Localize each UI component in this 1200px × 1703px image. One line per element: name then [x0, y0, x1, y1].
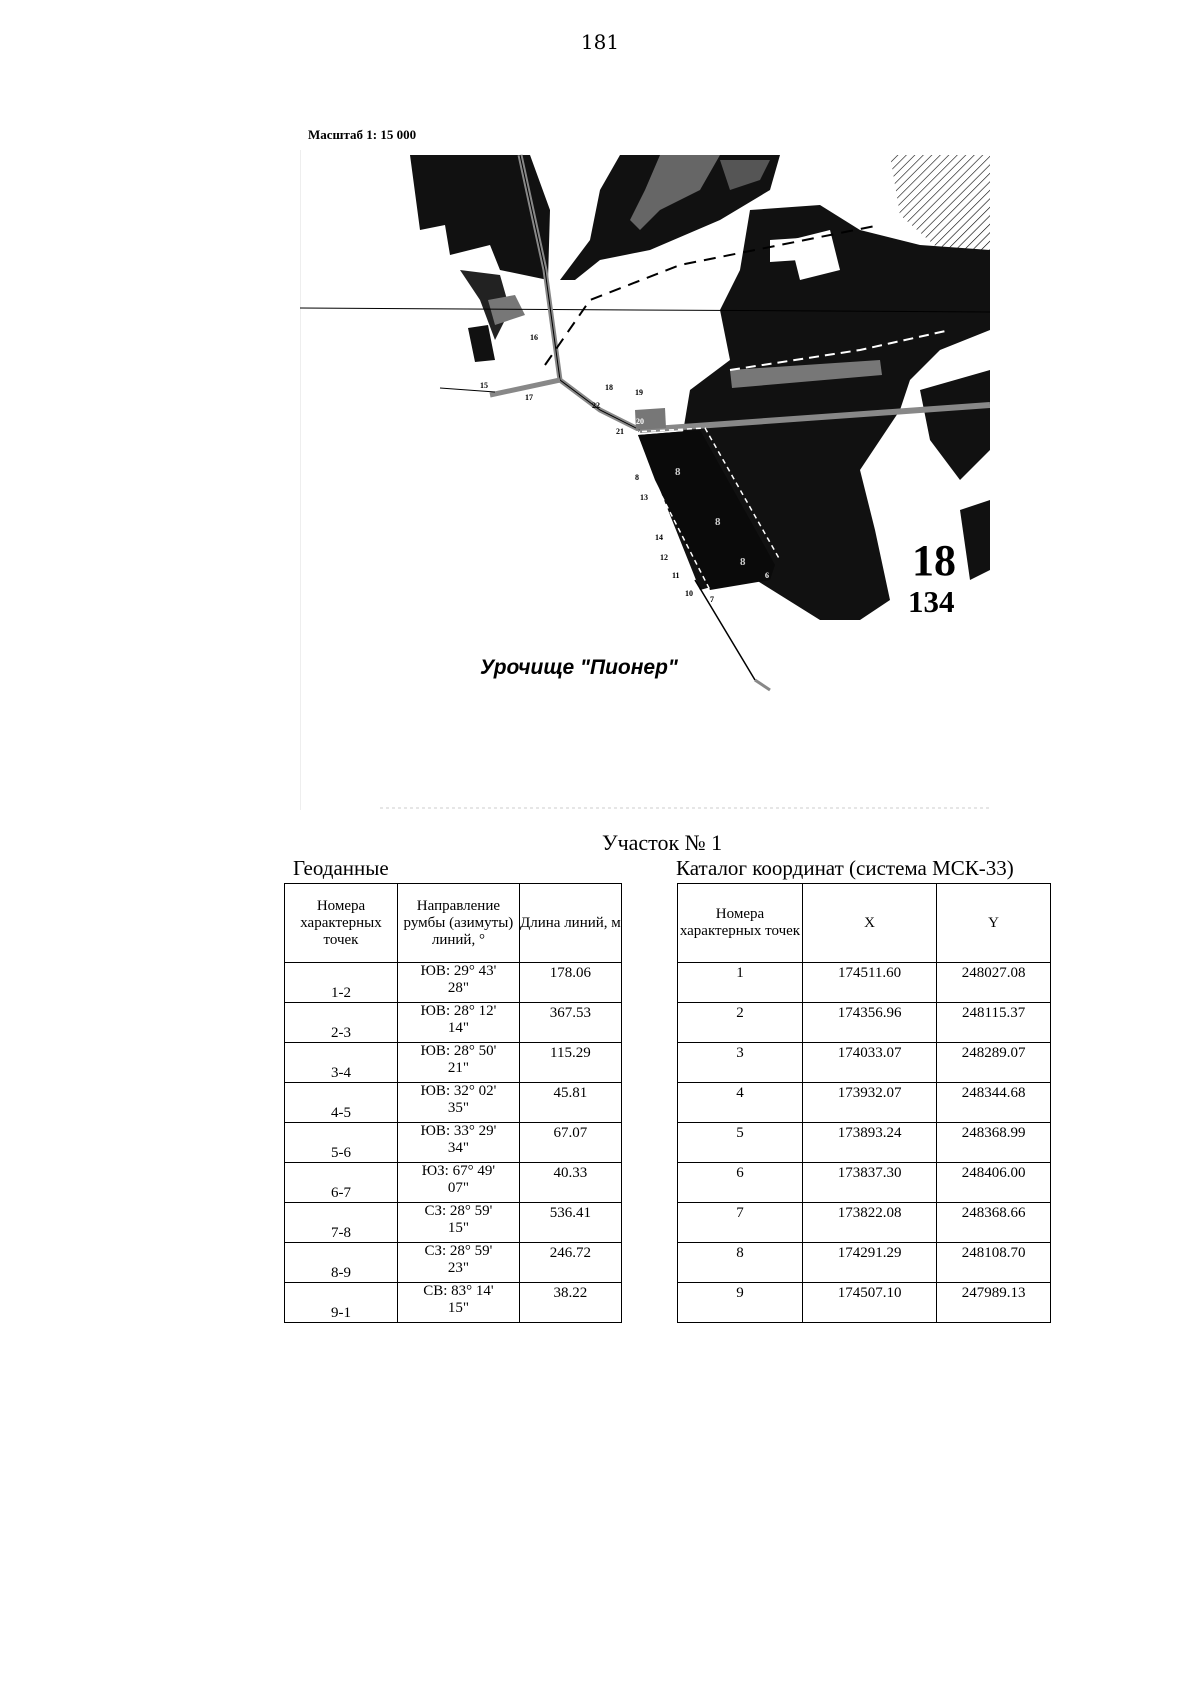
- x-cell: 173822.08: [802, 1203, 936, 1243]
- table-row: [678, 1283, 1051, 1323]
- white-block-2: [770, 238, 800, 262]
- x-cell: 174033.07: [802, 1043, 936, 1083]
- length-cell: 367.53: [519, 1003, 621, 1043]
- y-cell: 248406.00: [937, 1163, 1051, 1203]
- map-area-label: Урочище "Пионер": [480, 656, 678, 679]
- direction-cell: [398, 1203, 520, 1243]
- point-label-17: 17: [525, 393, 533, 402]
- direction-cell: [398, 963, 520, 1003]
- x-cell: 173893.24: [802, 1123, 936, 1163]
- direction-seconds: 15": [447, 1220, 469, 1236]
- table-row: [678, 1203, 1051, 1243]
- x-cell: 174356.96: [802, 1003, 936, 1043]
- parcel-mark-2: 8: [715, 516, 721, 528]
- direction-seconds: 21": [447, 1060, 469, 1076]
- y-cell: 248368.66: [937, 1203, 1051, 1243]
- y-cell: 248115.37: [937, 1003, 1051, 1043]
- direction-seconds: 23": [447, 1260, 469, 1276]
- coordinate-catalog-table: [677, 883, 1051, 1323]
- direction-degrees: ЮВ: 33° 29': [420, 1123, 497, 1139]
- point-label-7: 7: [710, 595, 714, 604]
- point-cell: 3: [678, 1043, 803, 1083]
- direction-cell: [398, 1083, 520, 1123]
- direction-cell: [398, 1163, 520, 1203]
- catalog-header-x: X: [802, 884, 936, 963]
- table-row: [678, 1123, 1051, 1163]
- map-big-number: 18: [912, 536, 956, 585]
- direction-cell: [398, 1243, 520, 1283]
- y-cell: 248289.07: [937, 1043, 1051, 1083]
- direction-seconds: 15": [447, 1300, 469, 1316]
- direction-degrees: ЮВ: 29° 43': [420, 963, 497, 979]
- y-cell: 248027.08: [937, 963, 1051, 1003]
- map-small-number: 134: [908, 584, 955, 619]
- length-cell: 67.07: [519, 1123, 621, 1163]
- point-cell: 8: [678, 1243, 803, 1283]
- table-row: [678, 1003, 1051, 1043]
- length-cell: 178.06: [519, 963, 621, 1003]
- geodata-table: [284, 883, 622, 1323]
- parcel-mark-1: 8: [675, 466, 681, 478]
- table-row: [285, 963, 622, 1003]
- segment-cell: 5-6: [285, 1123, 398, 1163]
- table-row: [285, 1123, 622, 1163]
- direction-seconds: 28": [447, 980, 469, 996]
- direction-seconds: 35": [447, 1100, 469, 1116]
- direction-seconds: 07": [447, 1180, 469, 1196]
- segment-cell: 3-4: [285, 1043, 398, 1083]
- table-row: [285, 1003, 622, 1043]
- point-label-18: 18: [605, 383, 613, 392]
- length-cell: 38.22: [519, 1283, 621, 1323]
- point-label-13: 13: [640, 493, 648, 502]
- geodata-header-direction: Направление румбы (азимуты) линий, °: [398, 884, 520, 963]
- direction-degrees: СЗ: 28° 59': [424, 1203, 493, 1219]
- direction-cell: [398, 1003, 520, 1043]
- dark-parcel-small: [468, 325, 495, 362]
- length-cell: 536.41: [519, 1203, 621, 1243]
- table-row: [285, 1083, 622, 1123]
- direction-seconds: 14": [447, 1020, 469, 1036]
- table-row: [285, 1243, 622, 1283]
- x-cell: 174507.10: [802, 1283, 936, 1323]
- point-label-8: 8: [635, 473, 639, 482]
- table-row: [678, 1163, 1051, 1203]
- point-label-12: 12: [660, 553, 668, 562]
- direction-cell: [398, 1123, 520, 1163]
- point-label-14: 14: [655, 533, 663, 542]
- length-cell: 45.81: [519, 1083, 621, 1123]
- length-cell: 115.29: [519, 1043, 621, 1083]
- catalog-header-y: Y: [937, 884, 1051, 963]
- point-cell: 5: [678, 1123, 803, 1163]
- cadastral-map: [300, 150, 990, 810]
- y-cell: 247989.13: [937, 1283, 1051, 1323]
- direction-degrees: ЮВ: 28° 50': [420, 1043, 497, 1059]
- point-label-16: 16: [530, 333, 538, 342]
- boundary-line-down: [695, 580, 755, 680]
- section-title: Участок № 1: [602, 830, 723, 855]
- point-cell: 4: [678, 1083, 803, 1123]
- geodata-header-points: Номера характерных точек: [285, 884, 398, 963]
- segment-cell: 1-2: [285, 963, 398, 1003]
- table-row: [285, 1163, 622, 1203]
- parcel-mark-3: 8: [740, 556, 746, 568]
- direction-cell: [398, 1043, 520, 1083]
- segment-cell: 7-8: [285, 1203, 398, 1243]
- table-row: [678, 963, 1051, 1003]
- point-label-20: 20: [636, 417, 644, 426]
- length-cell: 40.33: [519, 1163, 621, 1203]
- table-row: [285, 1043, 622, 1083]
- y-cell: 248108.70: [937, 1243, 1051, 1283]
- y-cell: 248344.68: [937, 1083, 1051, 1123]
- page-number: 181: [580, 30, 620, 54]
- direction-cell: [398, 1283, 520, 1323]
- table-row: [678, 1043, 1051, 1083]
- point-cell: 7: [678, 1203, 803, 1243]
- table-row: [285, 1203, 622, 1243]
- segment-cell: 8-9: [285, 1243, 398, 1283]
- dark-parcel-topleft: [410, 155, 550, 280]
- x-cell: 173932.07: [802, 1083, 936, 1123]
- map-scale-label: Масштаб 1: 15 000: [308, 127, 417, 142]
- table-row: [678, 1083, 1051, 1123]
- segment-cell: 2-3: [285, 1003, 398, 1043]
- point-label-11: 11: [672, 571, 680, 580]
- direction-degrees: ЮЗ: 67° 49': [421, 1163, 496, 1179]
- y-cell: 248368.99: [937, 1123, 1051, 1163]
- segment-cell: 9-1: [285, 1283, 398, 1323]
- direction-degrees: СВ: 83° 14': [423, 1283, 494, 1299]
- boundary-line-end: [755, 680, 770, 690]
- length-cell: 246.72: [519, 1243, 621, 1283]
- table-row: [285, 1283, 622, 1323]
- catalog-header-points: Номера характерных точек: [678, 884, 803, 963]
- dark-region-right-edge: [920, 370, 990, 480]
- catalog-caption: Каталог координат (система МСК-33): [676, 856, 1014, 880]
- geodata-header-length: Длина линий, м: [519, 884, 621, 963]
- x-cell: 174291.29: [802, 1243, 936, 1283]
- point-cell: 2: [678, 1003, 803, 1043]
- segment-cell: 6-7: [285, 1163, 398, 1203]
- geodata-caption: Геоданные: [293, 856, 389, 880]
- point-cell: 6: [678, 1163, 803, 1203]
- direction-seconds: 34": [447, 1140, 469, 1156]
- dark-region-right-edge-2: [960, 500, 990, 580]
- point-cell: 9: [678, 1283, 803, 1323]
- point-label-6: 6: [765, 571, 769, 580]
- direction-degrees: ЮВ: 28° 12': [420, 1003, 497, 1019]
- segment-cell: 4-5: [285, 1083, 398, 1123]
- map-drawing: [300, 150, 990, 810]
- point-label-21: 21: [616, 427, 624, 436]
- point-label-22: 22: [592, 401, 600, 410]
- direction-degrees: ЮВ: 32° 02': [420, 1083, 497, 1099]
- point-cell: 1: [678, 963, 803, 1003]
- table-row: [678, 1243, 1051, 1283]
- x-cell: 173837.30: [802, 1163, 936, 1203]
- x-cell: 174511.60: [802, 963, 936, 1003]
- point-label-15: 15: [480, 381, 488, 390]
- direction-degrees: СЗ: 28° 59': [424, 1243, 493, 1259]
- point-label-19: 19: [635, 388, 643, 397]
- point-label-10: 10: [685, 589, 693, 598]
